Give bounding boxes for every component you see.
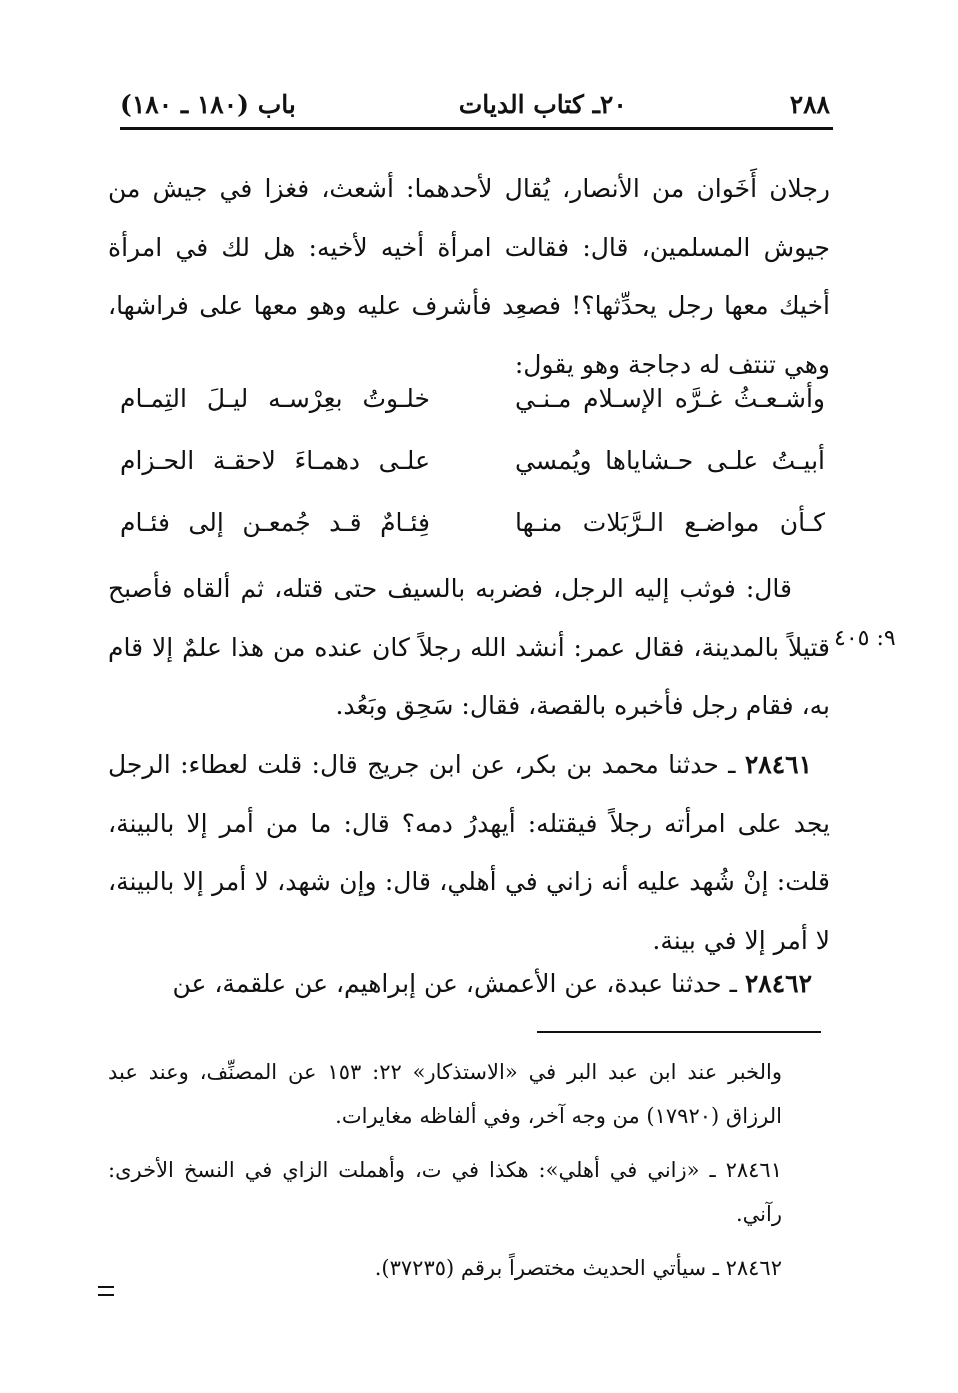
verse-second-hemistich: خلـوتُ بعِرْسـه ليـلَ التِمـام (120, 384, 430, 413)
intro-paragraph (108, 160, 830, 394)
hadith-28462 (108, 955, 830, 1014)
continuation-text: قال: فوثب إليه الرجل، فضربه بالسيف حتى قتله، ثم ألقاه فأصبح قتيلاً بالمدينة، فقال عمر: أنشد الله رجلاً كان عنده من هذا علمٌ إلا قام به، فقام رجل فأخبره بالقصة، فقال: سَحِق وبَعُد. (108, 574, 830, 720)
story-continuation (108, 560, 830, 736)
chapter-title: باب (١٨٠ ـ ١٨٠) (120, 89, 296, 119)
margin-reference: ٩: ٤٠٥ (834, 626, 896, 651)
poem-verse (120, 434, 825, 496)
intro-text: رجلان أَخَوان من الأنصار، يُقال لأحدهما: أشعث، فغزا في جيش من جيوش المسلمين، قال: فقالت امرأة أخيه لأخيه: هل لك في امرأة أخيك معها رجل يحدِّثها؟! فصعِد فأشرف عليه وهو معها على فراشها، وهي تنتف له دجاجة وهو يقول: (108, 174, 830, 379)
footnote: ٢٨٤٦١ ـ «زاني في أهلي»: هكذا في ت، وأهملت الزاي في النسخ الأخرى: رآني. (108, 1158, 782, 1226)
running-header (120, 84, 830, 124)
verse-first-hemistich: وأشـعـثُ غـرَّه الإسـلام مـنـي (515, 384, 825, 413)
poem-verse (120, 496, 825, 558)
footnotes (108, 1050, 820, 1300)
hadith-28461 (108, 736, 830, 970)
footnote: والخبر عند ابن عبد البر في «الاستذكار» ٢٢: ١٥٣ عن المصنِّف، وعند عبد الرزاق (١٧٩٢٠) من وجه آخر، وفي ألفاظه مغايرات. (108, 1060, 782, 1128)
page-number: ٢٨٨ (789, 89, 830, 119)
header-rule (120, 127, 833, 130)
verse-first-hemistich: كـأن مواضـع الـرَّبَلات منـها (515, 508, 825, 537)
hadith-text: ـ حدثنا عبدة، عن الأعمش، عن إبراهيم، عن علقمة، عن (172, 969, 745, 998)
footnote-rule (537, 1031, 821, 1033)
verse-first-hemistich: أبيـتُ علـى حـشاياها ويُمسي (515, 446, 825, 475)
verse-second-hemistich: علـى دهمـاءَ لاحقـة الحـزام (120, 446, 430, 475)
book-title: ٢٠ـ كتاب الديات (458, 89, 627, 119)
poem-verse (120, 372, 825, 434)
poem (120, 372, 825, 558)
hadith-number: ٢٨٤٦١ (744, 750, 812, 779)
hadith-text: ـ حدثنا محمد بن بكر، عن ابن جريج قال: قلت لعطاء: الرجل يجد على امرأته رجلاً فيقتله: أيهدرُ دمه؟ قال: ما من أمر إلا بالبينة، قلت: إنْ شُهد عليه أنه زاني في أهلي، قال: وإن شهد، لا أمر إلا بالبينة، لا أمر إلا في بينة. (108, 750, 830, 955)
hadith-number: ٢٨٤٦٢ (744, 969, 812, 998)
footnote: ٢٨٤٦٢ ـ سيأتي الحديث مختصراً برقم (٣٧٢٣٥). (374, 1256, 782, 1280)
verse-second-hemistich: فِئـامٌ قـد جُمعـن إلى فئـام (120, 508, 430, 537)
page-mark (98, 1286, 114, 1296)
